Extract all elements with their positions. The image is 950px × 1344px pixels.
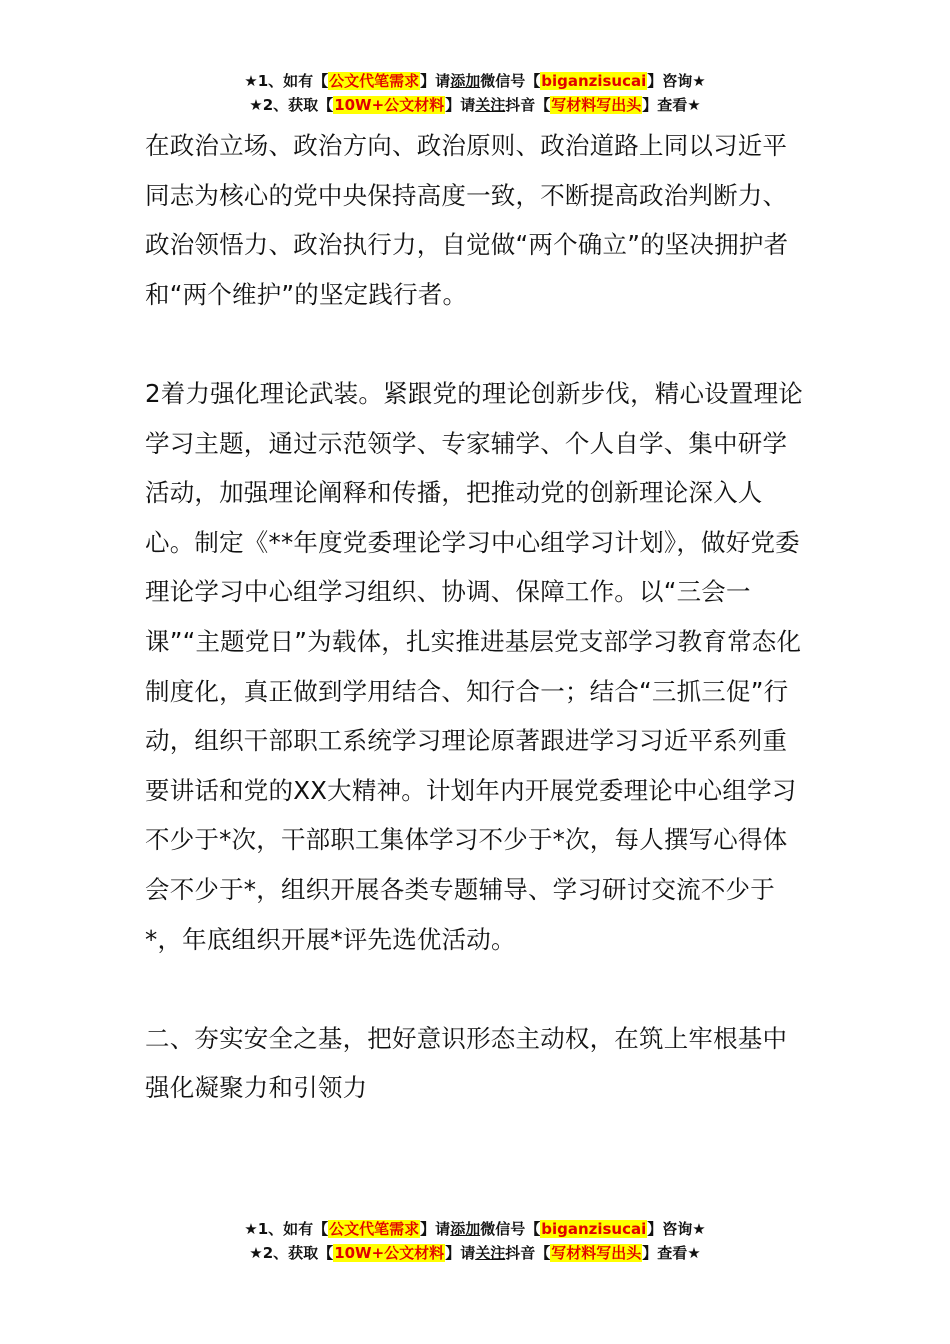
paragraph-spacer [145,319,808,369]
banner-highlight: biganzisucai [541,72,647,90]
header-banner [0,69,950,117]
paragraph-2: 2着力强化理论武装。紧跟党的理论创新步伐，精心设置理论学习主题，通过示范领学、专家辅学、个人自学、集中研学活动，加强理论阐释和传播，把推动党的创新理论深入人心。制定《**年度党委理论学习中心组学习计划》，做好党委理论学习中心组学习组织、协调、保障工作。以“三会一课”“主题党日”为载体，扎实推进基层党支部学习教育常态化制度化，真正做到学用结合、知行合一；结合“三抓三促”行动，组织干部职工系统学习理论原著跟进学习习近平系列重要讲话和党的XX大精神。计划年内开展党委理论中心组学习不少于*次，干部职工集体学习不少于*次，每人撰写心得体会不少于*，组织开展各类专题辅导、学习研讨交流不少于*，年底组织开展*评先选优活动。 [145,378,803,954]
banner-text: ★1、如有【 [244,72,329,90]
banner-line-2 [0,93,950,117]
section-heading: 二、夯实安全之基，把好意识形态主动权，在筑上牢根基中强化凝聚力和引领力 [145,1023,788,1103]
banner-text: 】咨询★ [647,72,706,90]
banner-text: 】咨询★ [647,1220,706,1238]
banner-text: 抖音【 [505,96,551,114]
banner-text: ★1、如有【 [244,1220,329,1238]
banner-underlined-text: 关注 [475,1244,506,1262]
banner-line-1 [0,1217,950,1241]
banner-line-1 [0,69,950,93]
banner-underlined-text: 关注 [475,96,506,114]
banner-text: 】请 [445,96,476,114]
paragraph-spacer [145,964,808,1014]
banner-text: ★2、获取【 [249,1244,334,1262]
banner-text: 】请 [445,1244,476,1262]
banner-text: 】请 [420,1220,451,1238]
banner-text: ★2、获取【 [249,96,334,114]
banner-highlight: biganzisucai [541,1220,647,1238]
banner-highlight: 写材料写出头 [551,1244,642,1262]
banner-underlined-text: 添加 [450,1220,481,1238]
banner-text: 微信号【 [480,1220,541,1238]
banner-highlight: 10W+公文材料 [334,1244,445,1262]
footer-banner [0,1217,950,1265]
banner-text: 】查看★ [642,1244,701,1262]
banner-highlight: 10W+公文材料 [334,96,445,114]
banner-highlight: 公文代笔需求 [329,72,420,90]
paragraph-1: 在政治立场、政治方向、政治原则、政治道路上同以习近平同志为核心的党中央保持高度一致，不断提高政治判断力、政治领悟力、政治执行力，自觉做“两个确立”的坚决拥护者和“两个维护”的坚定践行者。 [145,131,789,309]
banner-underlined-text: 添加 [450,72,481,90]
banner-text: 微信号【 [480,72,541,90]
banner-highlight: 公文代笔需求 [329,1220,420,1238]
document-body [145,121,808,1113]
banner-text: 】查看★ [642,96,701,114]
banner-line-2 [0,1241,950,1265]
banner-highlight: 写材料写出头 [551,96,642,114]
banner-text: 抖音【 [505,1244,551,1262]
banner-text: 】请 [420,72,451,90]
